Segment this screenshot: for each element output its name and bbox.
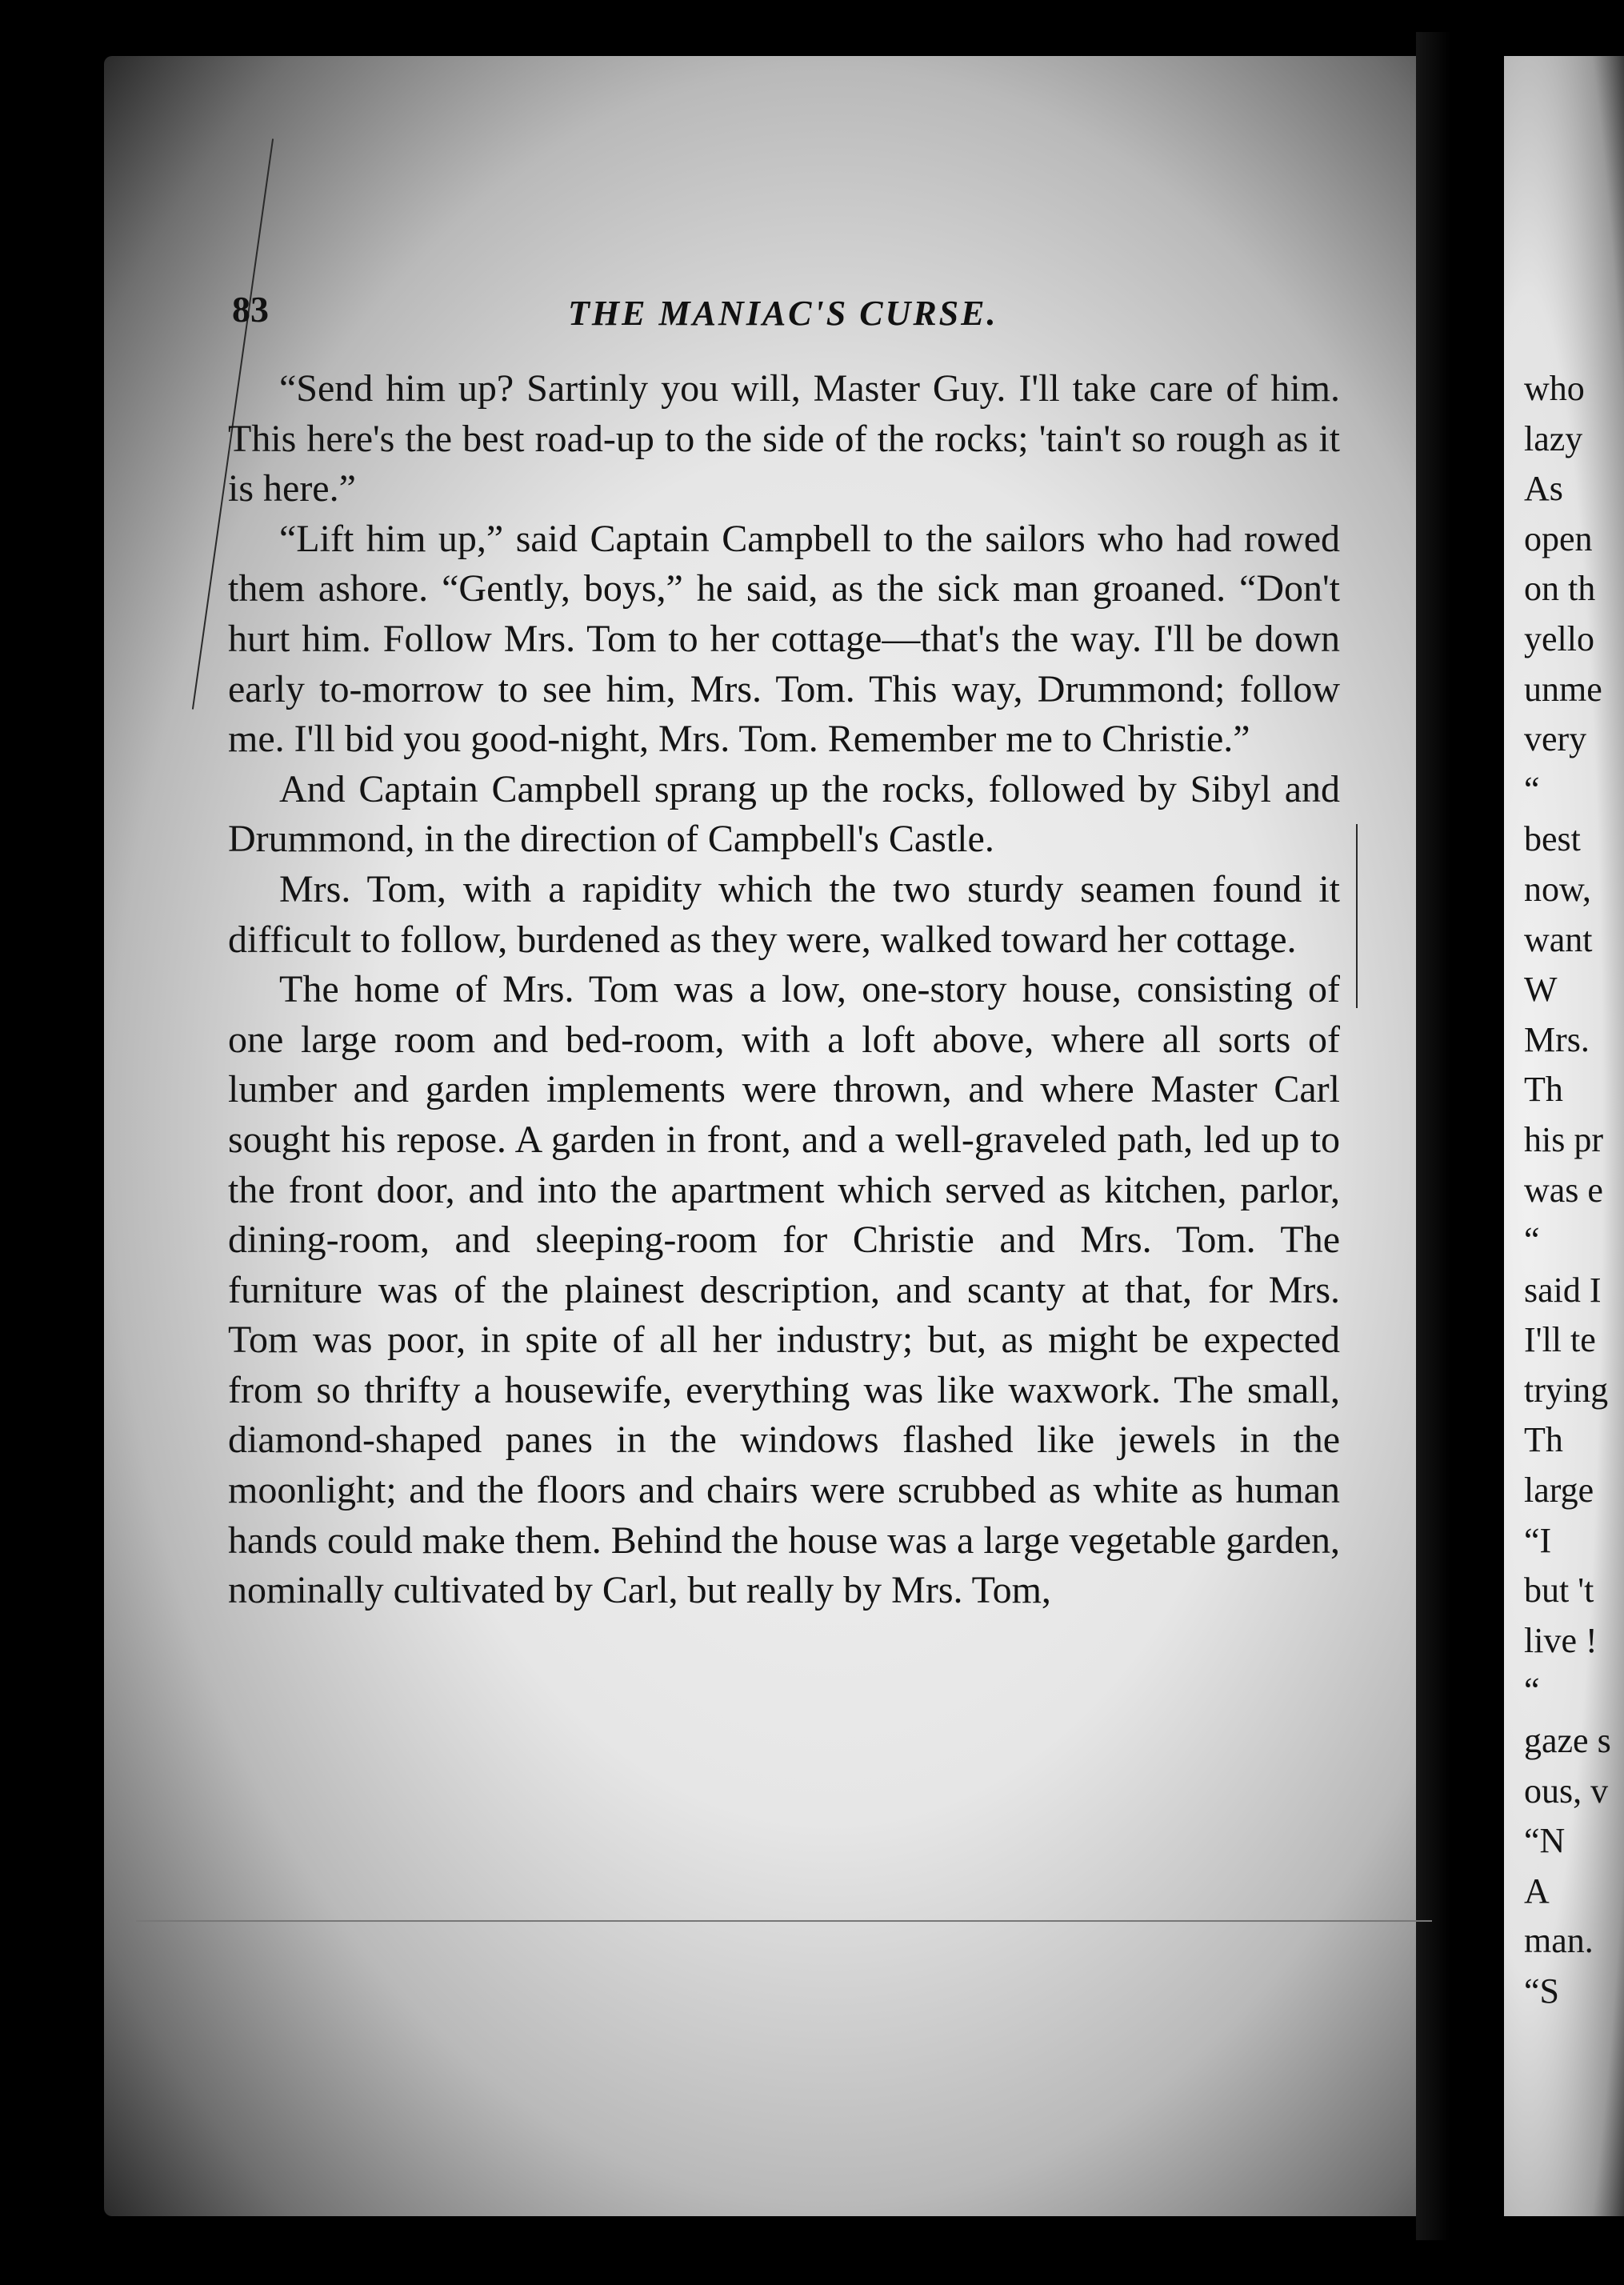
margin-pencil-line [1356,824,1358,1008]
facing-line: said I [1524,1270,1602,1310]
facing-line: was e [1524,1170,1603,1210]
facing-page-text [1524,364,1624,2017]
paragraph: The home of Mrs. Tom was a low, one-story house, consisting of one large room and bed-room, with a loft above, where all sorts of lumber and garden implements were thrown, and where Master Carl sought his repose. A garden in front, and a well-graveled path, led up to the front door, and into the apartment which served as kitchen, parlor, dining-room, and sleeping-room for Christie and Mrs. Tom. The furniture was of the plainest description, and scanty at that, for Mrs. Tom was poor, in spite of all her industry; but, as might be expected from so thrifty a housewife, everything was like waxwork. The small, diamond-shaped panes in the windows flashed like jewels in the moonlight; and the floors and chairs were scrubbed as white as human hands could make them. Behind the house was a large vegetable garden, nominally cultivated by Carl, but really by Mrs. Tom, [228,968,1340,1612]
paragraph: “Lift him up,” said Captain Campbell to the sailors who had rowed them ashore. “Gently, boys,” he said, as the sick man groaned. “Don't hurt him. Follow Mrs. Tom to her cottage—that's the way. I'll be down early to-morrow to see him, Mrs. Tom. This way, Drummond; follow me. I'll bid you good-night, Mrs. Tom. Remember me to Christie.” [228,517,1340,761]
facing-line: want [1524,919,1593,959]
facing-line: open [1524,518,1593,558]
facing-line: large [1524,1471,1594,1511]
facing-line: “S [1524,1971,1559,2011]
facing-line: “ [1524,1671,1540,1711]
facing-line: Th [1524,1420,1563,1460]
facing-line: trying [1524,1370,1609,1410]
facing-line: A [1524,1871,1550,1911]
facing-line: on th [1524,569,1596,609]
facing-line: “ [1524,769,1540,809]
page-number: 83 [232,289,269,330]
facing-line: who [1524,369,1585,408]
facing-line: Th [1524,1070,1563,1110]
facing-line: I'll te [1524,1320,1596,1360]
facing-line: live ! [1524,1620,1598,1660]
facing-line: now, [1524,869,1591,909]
paragraph: And Captain Campbell sprang up the rocks, followed by Sibyl and Drummond, in the direction of Campbell's Castle. [228,767,1340,861]
facing-line: “N [1524,1821,1566,1861]
paragraph: Mrs. Tom, with a rapidity which the two sturdy seamen found it difficult to follow, burdened as they were, walked toward her cottage. [228,867,1340,961]
facing-line: unme [1524,669,1602,709]
facing-line: very [1524,719,1587,759]
facing-line: but 't [1524,1571,1594,1611]
facing-line: Mrs. [1524,1019,1590,1059]
facing-line: As [1524,469,1563,509]
paragraph: “Send him up? Sartinly you will, Master Guy. I'll take care of him. This here's the best road-up to the side of the rocks; 'tain't so rough as it is here.” [228,367,1340,510]
running-head: THE MANIAC'S CURSE. [568,294,998,333]
facing-line: ous, v [1524,1771,1609,1811]
scan-line [136,1920,1432,1922]
facing-line: lazy [1524,418,1583,458]
facing-line: his pr [1524,1119,1603,1159]
facing-line: gaze s [1524,1721,1611,1761]
facing-line: man. [1524,1921,1594,1961]
facing-line: best [1524,819,1581,859]
facing-line: “I [1524,1520,1552,1560]
body-text [228,364,1340,1616]
facing-line: yello [1524,618,1594,658]
facing-line: W [1524,970,1558,1010]
page-header [232,288,1360,344]
facing-line: “ [1524,1220,1540,1260]
book-gutter [1416,32,1504,2240]
